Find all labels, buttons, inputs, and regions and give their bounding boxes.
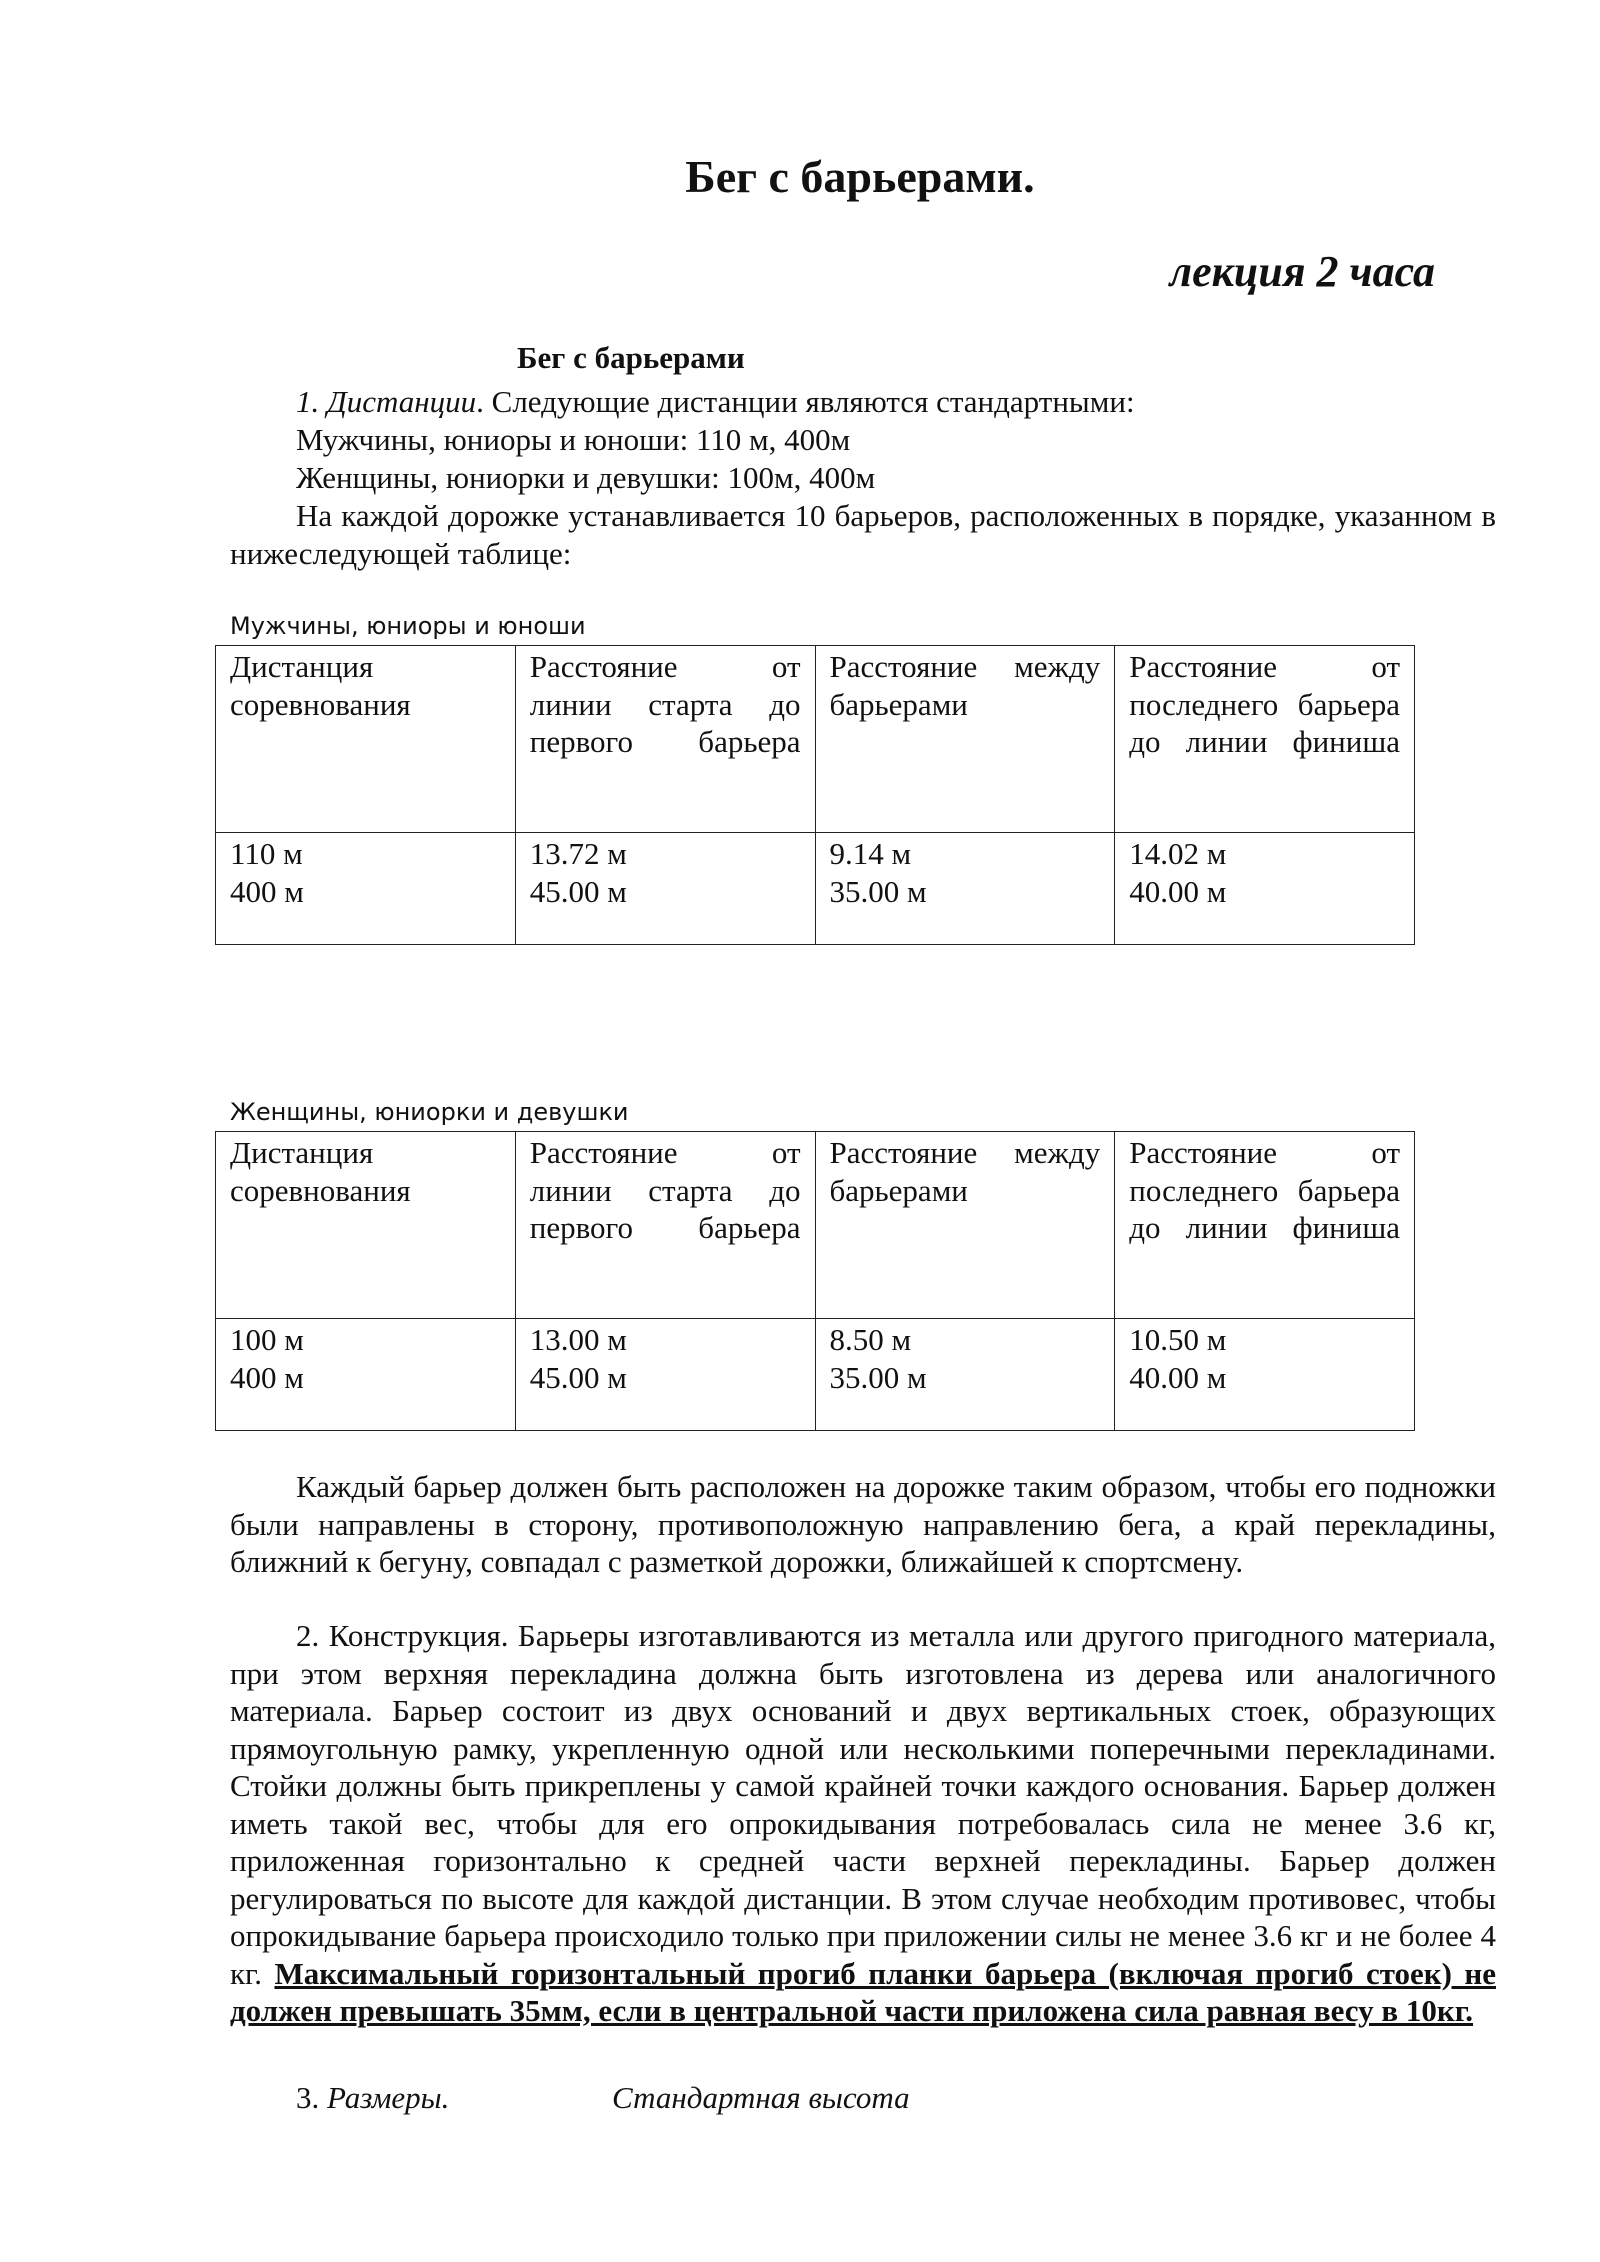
sizes-label: Размеры. (327, 2080, 450, 2115)
table-cell: 100 м 400 м (216, 1319, 516, 1431)
header-cell: Дистанция соревнования (216, 646, 516, 833)
intro-men-line: Мужчины, юниоры и юноши: 110 м, 400м (296, 422, 851, 457)
header-cell: Расстояние от последнего барьера до линии финиша (1115, 1132, 1415, 1319)
table-cell: 13.72 м 45.00 м (515, 833, 815, 945)
sizes-line (296, 2080, 449, 2116)
table-cell: 13.00 м 45.00 м (515, 1319, 815, 1431)
header-cell: Расстояние от линии старта до первого барьера (515, 1132, 815, 1319)
intro-distances-line (296, 384, 1135, 420)
table-men-header-row (216, 646, 1415, 833)
intro-text: . Следующие дистанции являются стандартными: (476, 384, 1135, 419)
header-cell: Дистанция соревнования (216, 1132, 516, 1319)
header-cell: Расстояние между барьерами (815, 646, 1115, 833)
section-title: Бег с барьерами (517, 340, 745, 375)
table-cell: 110 м 400 м (216, 833, 516, 945)
table-cell: 8.50 м 35.00 м (815, 1319, 1115, 1431)
header-cell: Расстояние между барьерами (815, 1132, 1115, 1319)
placement-paragraph: Каждый барьер должен быть расположен на дорожке таким образом, чтобы его подножки были направлены в сторону, противоположную направлению бега, а край перекладины, ближний к бегуну, совпадал с разметкой дорожки, ближайшей к спортсмену. (230, 1469, 1496, 1579)
header-cell: Расстояние от последнего барьера до линии финиша (1115, 646, 1415, 833)
construction-paragraph (230, 1617, 1496, 2030)
sizes-number: 3. (296, 2080, 320, 2115)
table-cell: 10.50 м 40.00 м (1115, 1319, 1415, 1431)
table-cell: 9.14 м 35.00 м (815, 833, 1115, 945)
table-men-data-row (216, 833, 1415, 945)
page-title: Бег с барьерами. (685, 151, 1035, 202)
standard-height-label: Стандартная высота (612, 2080, 910, 2115)
intro-arrangement-paragraph: На каждой дорожке устанавливается 10 барьеров, расположенных в порядке, указанном в нижеследующей таблице: (230, 498, 1496, 571)
lecture-label: лекция 2 часа (1169, 247, 1435, 296)
table-men (215, 645, 1415, 945)
table-women-data-row (216, 1319, 1415, 1431)
intro-term: Дистанции (327, 384, 477, 419)
intro-number: 1. (296, 384, 320, 419)
header-cell: Расстояние от линии старта до первого барьера (515, 646, 815, 833)
construction-text: 2. Конструкция. Барьеры изготавливаются из металла или другого пригодного материала, при этом верхняя перекладина должна быть изготовлена из дерева или аналогичного материала. Барьер состоит из двух оснований и двух вертикальных стоек, образующих прямоугольную рамку, укрепленную одной или несколькими поперечными перекладинами. Стойки должны быть прикреплены у самой крайней точки каждого основания. Барьер должен иметь такой вес, чтобы для его опрокидывания потребовалась сила не менее 3.6 кг, приложенная горизонтально к средней части верхней перекладины. Барьер должен регулироваться по высоте для каждой дистанции. В этом случае необходим противовес, чтобы опрокидывание барьера происходило только при приложении силы не менее 3.6 кг и не более 4 кг. (230, 1618, 1496, 1991)
construction-bold-text: Максимальный горизонтальный прогиб планки барьера (включая прогиб стоек) не должен превышать 35мм, если в центральной части приложена сила равная весу в 10кг. (230, 1955, 1496, 2028)
table-women-caption: Женщины, юниорки и девушки (230, 1098, 629, 1126)
table-cell: 14.02 м 40.00 м (1115, 833, 1415, 945)
table-women-header-row (216, 1132, 1415, 1319)
table-men-caption: Мужчины, юниоры и юноши (230, 612, 586, 640)
table-women (215, 1131, 1415, 1431)
intro-women-line: Женщины, юниорки и девушки: 100м, 400м (296, 460, 876, 495)
